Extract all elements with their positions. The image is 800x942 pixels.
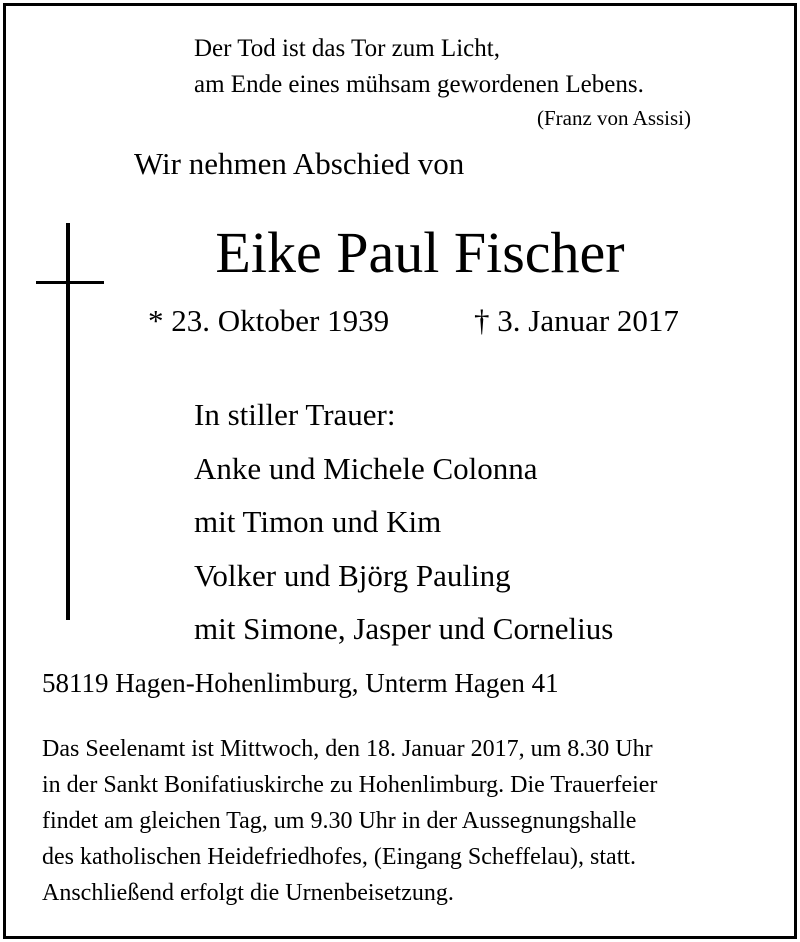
service-notice-line: in der Sankt Bonifatiuskirche zu Hohenlimburg. Die Trauerfeier: [42, 772, 658, 798]
deceased-name: Eike Paul Fischer: [215, 220, 625, 285]
quote-source: (Franz von Assisi): [537, 106, 691, 130]
service-notice-line: Anschließend erfolgt die Urnenbeisetzung.: [42, 880, 454, 906]
obituary-notice: [3, 3, 797, 939]
quote-line-2: am Ende eines mühsam gewordenen Lebens.: [194, 71, 644, 98]
mourner-entry: mit Timon und Kim: [194, 504, 442, 539]
farewell-intro: Wir nehmen Abschied von: [134, 146, 465, 181]
service-notice-line: Das Seelenamt ist Mittwoch, den 18. Januar 2017, um 8.30 Uhr: [42, 736, 653, 762]
birth-date: * 23. Oktober 1939: [148, 303, 390, 338]
mourners-list: [194, 388, 613, 656]
family-address: 58119 Hagen-Hohenlimburg, Unterm Hagen 41: [42, 668, 559, 698]
life-dates: [148, 302, 679, 340]
mourner-entry: Anke und Michele Colonna: [194, 450, 538, 486]
service-notice: [42, 731, 657, 911]
mourner-entry: mit Simone, Jasper und Cornelius: [194, 611, 614, 646]
mourner-entry: Volker und Björg Pauling: [194, 557, 511, 593]
death-date: † 3. Januar 2017: [474, 303, 679, 338]
service-notice-line: findet am gleichen Tag, um 9.30 Uhr in der Aussegnungshalle: [42, 808, 637, 834]
mourners-heading: In stiller Trauer:: [194, 397, 396, 432]
quote-line-1: Der Tod ist das Tor zum Licht,: [194, 35, 500, 62]
service-notice-line: des katholischen Heidefriedhofes, (Eingang Scheffelau), statt.: [42, 844, 637, 870]
cross-horizontal-bar: [36, 281, 104, 284]
